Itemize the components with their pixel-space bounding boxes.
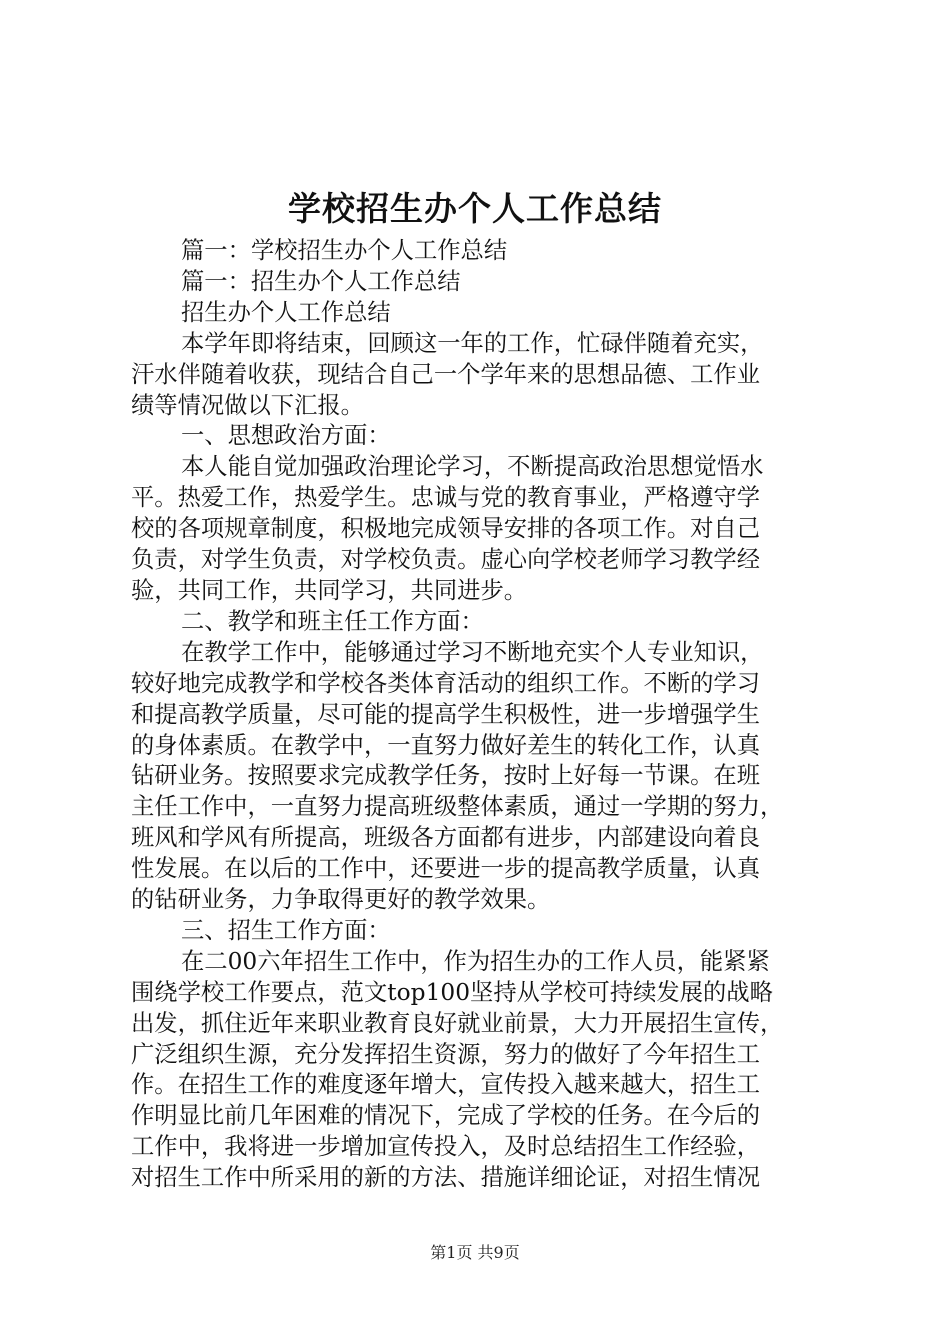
body-line: 在教学工作中，能够通过学习不断地充实个人专业知识，: [181, 638, 764, 666]
body-line: 较好地完成教学和学校各类体育活动的组织工作。不断的学习: [131, 669, 761, 697]
body-line: 对招生工作中所采用的新的方法、措施详细论证，对招生情况: [131, 1164, 761, 1192]
body-line: 主任工作中，一直努力提高班级整体素质，通过一学期的努力，: [131, 793, 784, 821]
body-line: 篇一：招生办个人工作总结: [181, 267, 461, 295]
body-line: 作。在招生工作的难度逐年增大，宣传投入越来越大，招生工: [131, 1071, 761, 1099]
body-line: 本学年即将结束，回顾这一年的工作，忙碌伴随着充实，: [181, 329, 764, 357]
document-body: [131, 236, 841, 1194]
body-line: 篇一：学校招生办个人工作总结: [181, 237, 508, 264]
body-line: 钻研业务。按照要求完成教学任务，按时上好每一节课。在班: [131, 762, 761, 790]
body-line: 班风和学风有所提高，班级各方面都有进步，内部建设向着良: [131, 824, 761, 852]
body-line: 平。热爱工作，热爱学生。忠诚与党的教育事业，严格遵守学: [131, 484, 761, 512]
body-line: 一、思想政治方面：: [181, 422, 391, 450]
body-line: 出发，抓住近年来职业教育良好就业前景，大力开展招生宣传，: [131, 1009, 784, 1037]
body-line: 的身体素质。在教学中，一直努力做好差生的转化工作，认真: [131, 731, 761, 759]
page-indicator: 第1页 共9页: [430, 1243, 520, 1262]
body-line: 负责，对学生负责，对学校负责。虚心向学校老师学习教学经: [131, 546, 761, 574]
body-line: 二、教学和班主任工作方面：: [181, 607, 484, 635]
body-line: 校的各项规章制度，积极地完成领导安排的各项工作。对自己: [131, 515, 761, 543]
body-line: 围绕学校工作要点，范文top100坚持从学校可持续发展的战略: [131, 978, 773, 1006]
body-line: 绩等情况做以下汇报。: [131, 391, 364, 419]
body-line: 验，共同工作，共同学习，共同进步。: [131, 576, 528, 604]
body-line: 广泛组织生源，充分发挥招生资源，努力的做好了今年招生工: [131, 1040, 761, 1068]
body-line: 三、招生工作方面：: [181, 916, 391, 944]
document-title: 学校招生办个人工作总结: [288, 189, 662, 228]
body-line: 工作中，我将进一步增加宣传投入，及时总结招生工作经验，: [131, 1133, 761, 1161]
body-line: 和提高教学质量，尽可能的提高学生积极性，进一步增强学生: [131, 700, 761, 728]
body-line: 本人能自觉加强政治理论学习，不断提高政治思想觉悟水: [181, 453, 764, 481]
body-line: 招生办个人工作总结: [181, 298, 391, 326]
body-line: 在二00六年招生工作中，作为招生办的工作人员，能紧紧: [181, 947, 770, 975]
body-line: 作明显比前几年困难的情况下，完成了学校的任务。在今后的: [131, 1102, 761, 1130]
body-line: 的钻研业务，力争取得更好的教学效果。: [131, 886, 551, 914]
body-line: 汗水伴随着收获，现结合自己一个学年来的思想品德、工作业: [131, 360, 761, 388]
body-line: 性发展。在以后的工作中，还要进一步的提高教学质量，认真: [131, 855, 761, 883]
